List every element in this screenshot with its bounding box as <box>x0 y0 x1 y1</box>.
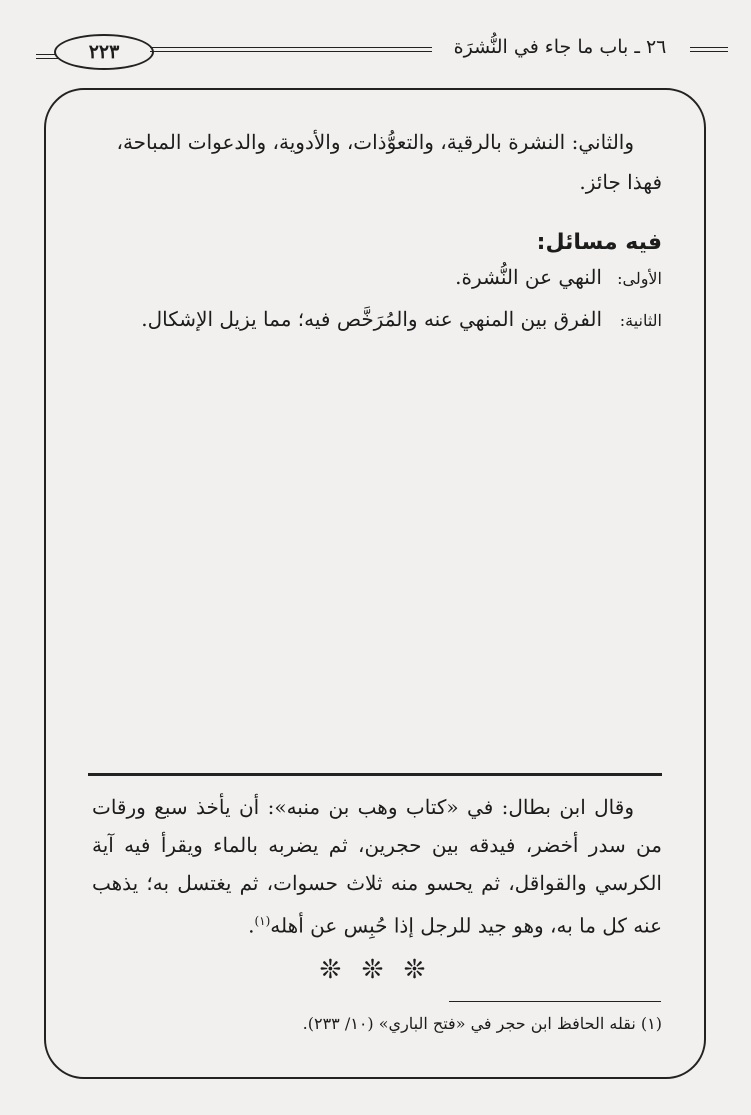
footnote <box>92 1014 662 1033</box>
section-divider <box>88 773 662 776</box>
paragraph-2: وقال ابن بطال: في «كتاب وهب بن منبه»: أن يأخذ سبع ورقات من سدر أخضر، فيدقه بين حجرين، ثم يضربه بالماء ويقرأ فيه آية الكرسي والقواقل، ثم يحسو منه ثلاث حسوات، ثم يغتسل به؛ يذهب عنه كل ما به، وهو جيد للرجل إذا حُبِس عن أهله$^{(١)}$. <box>92 795 662 938</box>
question-text: الفرق بين المنهي عنه والمُرَخَّص فيه؛ مما يزيل الإشكال. <box>141 307 602 331</box>
chapter-title: ٢٦ ـ باب ما جاء في النُّشرَة <box>453 36 667 58</box>
question-label: الثانية: <box>619 311 662 330</box>
footnote-divider <box>449 1001 661 1002</box>
paragraph-1 <box>92 122 662 202</box>
header-rule-right <box>690 47 728 52</box>
header-rule-middle <box>150 47 432 52</box>
question-text: النهي عن النُّشرة. <box>455 265 602 289</box>
paragraph-1-line-1: والثاني: النشرة بالرقية، والتعوُّذات، والأدوية، والدعوات المباحة، <box>116 130 634 154</box>
footnote-number: (١) <box>640 1014 662 1033</box>
paragraph-1-line-2: فهذا جائز. <box>579 170 662 194</box>
page-header <box>0 34 751 74</box>
question-label: الأولى: <box>617 269 662 288</box>
questions-heading: فيه مسائل: <box>536 230 662 255</box>
footnote-reference[interactable]: (١) <box>254 914 271 928</box>
page-number: ٢٢٣ <box>54 34 154 70</box>
star-separator: ❊ ❊ ❊ <box>319 955 432 985</box>
question-item <box>92 307 662 331</box>
question-item <box>92 265 662 289</box>
footnote-text: نقله الحافظ ابن حجر في «فتح الباري» (١٠/ ٢٣٣). <box>302 1014 636 1033</box>
